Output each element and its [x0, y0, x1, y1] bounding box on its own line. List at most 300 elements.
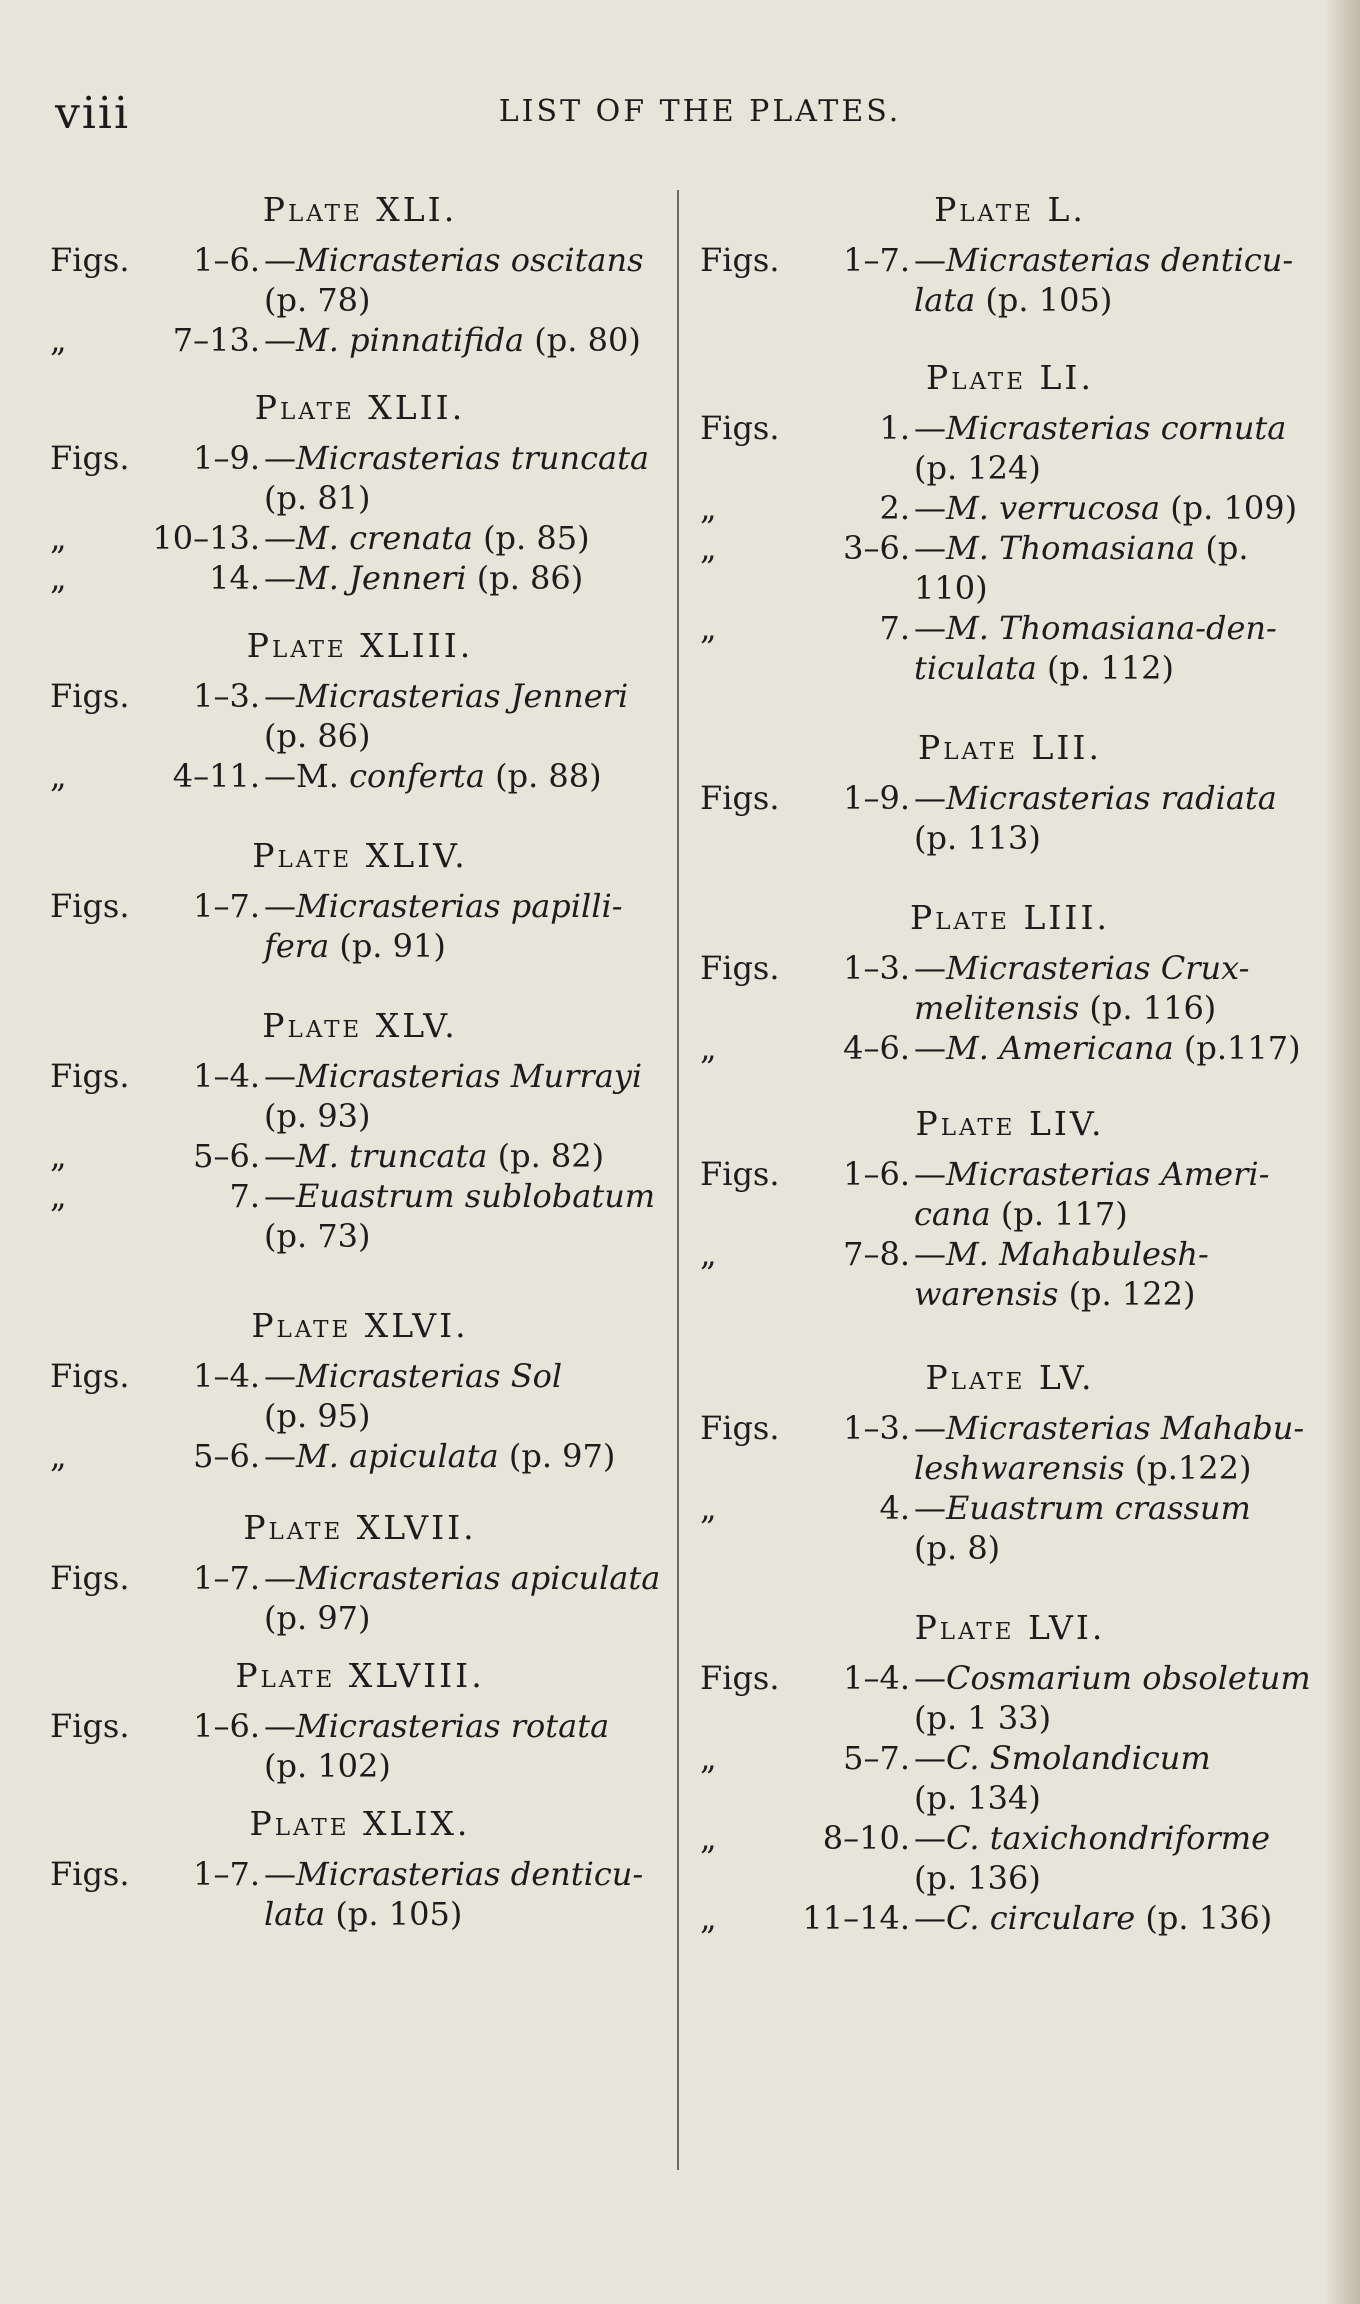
entry-text	[264, 1436, 670, 1476]
figure-entry-line	[50, 1096, 670, 1136]
figure-numbers	[150, 926, 264, 966]
entry-text	[264, 756, 670, 796]
entry-segment: —	[264, 1707, 296, 1745]
species-name: Micrasterias Sol	[296, 1357, 563, 1395]
figs-label: „	[700, 529, 717, 567]
entry-text	[264, 518, 670, 558]
figure-entry-line	[700, 1028, 1320, 1068]
species-name: lata	[264, 1895, 326, 1933]
plate-title: Plate L.	[934, 190, 1086, 229]
entry-segment: —	[914, 1155, 946, 1193]
entry-segment: —	[914, 1899, 946, 1937]
page-edge-shadow	[1324, 0, 1360, 2304]
figure-numbers: 10–13.	[152, 519, 260, 557]
figs-label	[50, 1096, 150, 1136]
species-name: lata	[914, 281, 976, 319]
entry-text	[264, 1558, 670, 1598]
entry-segment: —	[914, 489, 946, 527]
figs-label	[700, 568, 800, 608]
figure-numbers: 1–9.	[843, 779, 910, 817]
figure-entry-line	[700, 818, 1320, 858]
entry-text	[914, 1028, 1320, 1068]
plate-title: Plate LVI.	[914, 1608, 1106, 1647]
entry-segment: (p.122)	[1124, 1449, 1252, 1487]
entry-text	[914, 948, 1320, 988]
column-divider	[677, 190, 679, 2170]
figure-numbers: 7.	[879, 609, 910, 647]
species-name: M. pinnatifida	[296, 321, 525, 359]
figure-entry-line	[50, 320, 670, 360]
page-header	[0, 88, 1360, 148]
entry-text	[264, 280, 670, 320]
species-name: Micrasterias Jenneri	[296, 677, 629, 715]
figure-entry-line	[700, 1154, 1320, 1194]
figure-entry-line	[50, 478, 670, 518]
entry-text	[914, 1408, 1320, 1448]
figure-entry-line	[50, 1706, 670, 1746]
figure-entry-line	[700, 448, 1320, 488]
entry-segment: (p. 136)	[1135, 1899, 1273, 1937]
entry-segment: —	[914, 609, 946, 647]
entry-text	[914, 988, 1320, 1028]
figure-numbers	[150, 280, 264, 320]
figure-entry-line	[50, 926, 670, 966]
figure-numbers	[800, 1448, 914, 1488]
figure-entry-line	[700, 648, 1320, 688]
entry-segment: —	[914, 241, 946, 279]
figure-numbers	[150, 1746, 264, 1786]
entry-segment: (p. 116)	[1079, 989, 1217, 1027]
figure-entry-line	[700, 1898, 1320, 1938]
species-name: Micrasterias Mahabu-	[946, 1409, 1305, 1447]
entry-text	[914, 648, 1320, 688]
species-name: Micrasterias oscitans	[296, 241, 644, 279]
plate-section	[700, 888, 1320, 1068]
species-name: ticulata	[914, 649, 1037, 687]
entry-text	[264, 1854, 670, 1894]
figure-entry-line	[50, 1894, 670, 1934]
figs-label: Figs.	[50, 241, 130, 279]
right-column	[700, 180, 1320, 1938]
figure-numbers	[800, 448, 914, 488]
figure-entry-line	[50, 1056, 670, 1096]
figure-entry-line	[700, 1818, 1320, 1858]
figs-label: „	[50, 1137, 67, 1175]
entry-segment: —	[914, 1819, 946, 1857]
entry-segment: —M.	[264, 757, 350, 795]
figure-numbers	[800, 1858, 914, 1898]
figure-entry-line	[700, 1234, 1320, 1274]
entry-segment: (p. 93)	[264, 1097, 371, 1135]
figs-label: „	[50, 559, 67, 597]
entry-segment: —	[264, 1559, 296, 1597]
entry-text	[914, 1898, 1320, 1938]
entry-text	[914, 240, 1320, 280]
entry-text	[264, 1216, 670, 1256]
entry-text	[264, 1096, 670, 1136]
species-name: C. Smolandicum	[946, 1739, 1211, 1777]
figure-entry-line	[50, 1746, 670, 1786]
plate-section	[50, 996, 670, 1256]
figs-label	[700, 1274, 800, 1314]
figure-entry-line	[50, 518, 670, 558]
figs-label: Figs.	[50, 1057, 130, 1095]
figure-entry-line	[700, 948, 1320, 988]
plate-title: Plate XLV.	[262, 1006, 458, 1045]
plate-section	[700, 348, 1320, 688]
entry-text	[264, 1396, 670, 1436]
entry-segment: (p. 80)	[524, 321, 641, 359]
figs-label: Figs.	[700, 1155, 780, 1193]
species-name: M. verrucosa	[946, 489, 1161, 527]
entry-text	[914, 488, 1320, 528]
plate-title: Plate XLIX.	[249, 1804, 471, 1843]
plate-title: Plate XLII.	[254, 388, 466, 427]
species-name: Euastrum crassum	[946, 1489, 1251, 1527]
species-name: Micrasterias Ameri-	[946, 1155, 1270, 1193]
figs-label	[50, 280, 150, 320]
entry-segment: —	[264, 1137, 296, 1175]
entry-segment: —	[264, 1057, 296, 1095]
species-name: Micrasterias denticu-	[946, 241, 1294, 279]
entry-text	[264, 716, 670, 756]
entry-segment: (p. 105)	[325, 1895, 463, 1933]
figure-numbers: 1–4.	[193, 1057, 260, 1095]
entry-segment: (p. 91)	[329, 927, 446, 965]
figure-numbers: 1–6.	[193, 241, 260, 279]
figs-label: Figs.	[700, 949, 780, 987]
figure-numbers: 5–7.	[843, 1739, 910, 1777]
figure-numbers	[800, 1698, 914, 1738]
entry-segment: (p. 113)	[914, 819, 1041, 857]
figure-entry-line	[700, 1658, 1320, 1698]
entry-text	[264, 926, 670, 966]
figure-numbers: 1–7.	[193, 887, 260, 925]
figure-numbers: 1–4.	[193, 1357, 260, 1395]
figs-label	[50, 926, 150, 966]
figure-numbers: 8–10.	[822, 1819, 910, 1857]
entry-segment: (p. 88)	[484, 757, 602, 795]
figure-entry-line	[700, 240, 1320, 280]
figure-numbers	[150, 1216, 264, 1256]
figure-entry-line	[700, 488, 1320, 528]
figure-numbers: 1–4.	[843, 1659, 910, 1697]
figure-entry-line	[50, 1176, 670, 1216]
plate-section	[50, 616, 670, 796]
figs-label	[700, 1858, 800, 1898]
entry-segment: 110)	[914, 569, 988, 607]
figs-label	[50, 1598, 150, 1638]
entry-text	[914, 1858, 1320, 1898]
entry-segment: (p.	[1195, 529, 1249, 567]
page-number: viii	[55, 88, 131, 139]
species-name: Micrasterias apiculata	[296, 1559, 661, 1597]
figs-label: „	[700, 489, 717, 527]
figure-entry-line	[50, 1436, 670, 1476]
entry-segment: —	[264, 1855, 296, 1893]
figs-label	[700, 1698, 800, 1738]
figs-label: Figs.	[50, 677, 130, 715]
entry-text	[914, 568, 1320, 608]
entry-segment: (p. 105)	[975, 281, 1113, 319]
species-name: C. taxichondriforme	[946, 1819, 1271, 1857]
figure-numbers: 4–6.	[843, 1029, 910, 1067]
figure-numbers: 4.	[879, 1489, 910, 1527]
figs-label	[700, 988, 800, 1028]
entry-text	[264, 558, 670, 598]
entry-text	[914, 408, 1320, 448]
entry-segment: (p. 1 33)	[914, 1699, 1052, 1737]
figure-numbers: 1–6.	[193, 1707, 260, 1745]
entry-segment: (p. 134)	[914, 1779, 1041, 1817]
entry-text	[264, 1598, 670, 1638]
entry-segment: —	[264, 321, 296, 359]
plate-title: Plate XLI.	[262, 190, 458, 229]
entry-segment: (p. 112)	[1036, 649, 1174, 687]
plate-section	[50, 1296, 670, 1476]
entry-segment: —	[914, 949, 946, 987]
plate-section	[50, 378, 670, 598]
figs-label: Figs.	[50, 1357, 130, 1395]
figs-label: Figs.	[50, 1707, 130, 1745]
figs-label: Figs.	[50, 439, 130, 477]
species-name: M. truncata	[296, 1137, 488, 1175]
entry-segment: —	[264, 1357, 296, 1395]
entry-segment: —	[914, 779, 946, 817]
figure-entry-line	[50, 280, 670, 320]
figure-entry-line	[700, 568, 1320, 608]
entry-text	[914, 1488, 1320, 1528]
plate-section	[50, 1794, 670, 1934]
figure-numbers: 1–3.	[843, 1409, 910, 1447]
species-name: Micrasterias rotata	[296, 1707, 610, 1745]
figs-label	[50, 1746, 150, 1786]
species-name: C. circulare	[946, 1899, 1136, 1937]
figs-label: „	[700, 1489, 717, 1527]
entry-segment: (p. 81)	[264, 479, 371, 517]
figs-label	[700, 1448, 800, 1488]
species-name: Cosmarium obsoletum	[946, 1659, 1311, 1697]
figs-label: „	[50, 757, 67, 795]
figs-label: Figs.	[50, 887, 130, 925]
running-title: LIST OF THE PLATES.	[498, 94, 902, 129]
entry-text	[914, 1658, 1320, 1698]
figure-entry-line	[50, 1854, 670, 1894]
figure-numbers: 1–3.	[193, 677, 260, 715]
plate-section	[50, 180, 670, 360]
entry-text	[264, 1056, 670, 1096]
species-name: Micrasterias cornuta	[946, 409, 1287, 447]
figs-label	[50, 1396, 150, 1436]
figure-entry-line	[50, 1356, 670, 1396]
figure-numbers: 5–6.	[193, 1137, 260, 1175]
figs-label: Figs.	[700, 241, 780, 279]
figure-entry-line	[700, 1738, 1320, 1778]
figure-entry-line	[50, 1216, 670, 1256]
plate-title: Plate XLVII.	[243, 1508, 477, 1547]
species-name: M. apiculata	[296, 1437, 499, 1475]
plate-title: Plate XLVI.	[251, 1306, 469, 1345]
figure-numbers	[800, 280, 914, 320]
figure-numbers: 1–7.	[193, 1855, 260, 1893]
species-name: M. crenata	[296, 519, 473, 557]
figure-numbers	[800, 568, 914, 608]
entry-text	[914, 1778, 1320, 1818]
left-column	[50, 180, 670, 1934]
entry-segment: —	[914, 1659, 946, 1697]
figure-numbers	[800, 988, 914, 1028]
entry-segment: —	[264, 1177, 296, 1215]
entry-segment: —	[914, 1489, 946, 1527]
figs-label: Figs.	[700, 409, 780, 447]
figure-numbers: 14.	[209, 559, 260, 597]
figs-label: Figs.	[50, 1855, 130, 1893]
entry-segment: —	[264, 677, 296, 715]
plate-section	[700, 1094, 1320, 1314]
entry-text	[264, 478, 670, 518]
entry-text	[264, 1176, 670, 1216]
entry-text	[264, 438, 670, 478]
entry-text	[264, 320, 670, 360]
species-name: conferta	[349, 757, 485, 795]
species-name: M. Thomasiana	[946, 529, 1196, 567]
figure-entry-line	[50, 1136, 670, 1176]
entry-segment: —	[914, 1409, 946, 1447]
plate-title: Plate XLIV.	[252, 836, 468, 875]
figure-entry-line	[700, 608, 1320, 648]
entry-segment: —	[264, 519, 296, 557]
entry-segment: —	[264, 439, 296, 477]
entry-segment: (p. 86)	[264, 717, 371, 755]
figure-entry-line	[50, 676, 670, 716]
figure-entry-line	[700, 528, 1320, 568]
species-name: M. Thomasiana-den-	[946, 609, 1277, 647]
figs-label	[700, 1528, 800, 1568]
entry-text	[914, 1818, 1320, 1858]
entry-text	[914, 448, 1320, 488]
plate-title: Plate XLVIII.	[235, 1656, 485, 1695]
figure-entry-line	[700, 408, 1320, 448]
figure-entry-line	[50, 1396, 670, 1436]
species-name: Euastrum sublobatum	[296, 1177, 656, 1215]
figure-entry-line	[700, 1858, 1320, 1898]
entry-segment: (p. 117)	[990, 1195, 1128, 1233]
figure-entry-line	[700, 1488, 1320, 1528]
entry-segment: (p.117)	[1173, 1029, 1301, 1067]
figs-label	[50, 478, 150, 518]
figure-entry-line	[700, 1698, 1320, 1738]
figs-label: „	[700, 609, 717, 647]
entry-segment: (p. 97)	[498, 1437, 616, 1475]
figure-numbers	[800, 818, 914, 858]
entry-segment: (p. 122)	[1058, 1275, 1196, 1313]
figure-numbers: 3–6.	[843, 529, 910, 567]
figs-label: „	[700, 1899, 717, 1937]
plate-section	[700, 1348, 1320, 1568]
entry-segment: (p. 86)	[466, 559, 584, 597]
entry-text	[914, 280, 1320, 320]
figs-label: „	[50, 1437, 67, 1475]
figure-numbers	[800, 1528, 914, 1568]
entry-segment: (p. 78)	[264, 281, 371, 319]
figs-label	[700, 818, 800, 858]
species-name: M. Jenneri	[296, 559, 467, 597]
figure-numbers	[800, 1778, 914, 1818]
entry-text	[264, 1136, 670, 1176]
figure-numbers: 7–13.	[172, 321, 260, 359]
entry-text	[264, 1356, 670, 1396]
entry-text	[914, 1234, 1320, 1274]
entry-segment: (p. 82)	[487, 1137, 605, 1175]
figure-entry-line	[50, 716, 670, 756]
entry-segment: (p. 73)	[264, 1217, 371, 1255]
entry-segment: —	[264, 559, 296, 597]
figure-entry-line	[50, 886, 670, 926]
figs-label	[50, 1216, 150, 1256]
figs-label: „	[700, 1029, 717, 1067]
entry-text	[914, 1274, 1320, 1314]
figure-numbers: 1–9.	[193, 439, 260, 477]
figure-numbers: 4–11.	[172, 757, 260, 795]
figs-label	[700, 1194, 800, 1234]
entry-segment: (p. 136)	[914, 1859, 1041, 1897]
figure-numbers: 1–6.	[843, 1155, 910, 1193]
figs-label: Figs.	[700, 1409, 780, 1447]
figure-numbers	[800, 648, 914, 688]
entry-segment: —	[264, 1437, 296, 1475]
figure-entry-line	[700, 1528, 1320, 1568]
entry-segment: (p. 95)	[264, 1397, 371, 1435]
plate-section	[50, 1646, 670, 1786]
figs-label: Figs.	[700, 779, 780, 817]
figure-entry-line	[700, 1778, 1320, 1818]
figure-entry-line	[700, 1274, 1320, 1314]
figs-label	[700, 280, 800, 320]
entry-segment: —	[264, 241, 296, 279]
entry-text	[914, 608, 1320, 648]
species-name: M. Mahabulesh-	[946, 1235, 1209, 1273]
entry-segment: (p. 85)	[472, 519, 590, 557]
entry-text	[914, 1448, 1320, 1488]
figs-label	[700, 448, 800, 488]
figure-entry-line	[700, 1408, 1320, 1448]
figure-entry-line	[50, 756, 670, 796]
figs-label: „	[700, 1739, 717, 1777]
species-name: Micrasterias truncata	[296, 439, 650, 477]
plate-section	[700, 1598, 1320, 1938]
species-name: warensis	[914, 1275, 1059, 1313]
plate-section	[700, 718, 1320, 858]
species-name: Micrasterias Crux-	[946, 949, 1250, 987]
figs-label: „	[50, 1177, 67, 1215]
figure-numbers	[150, 1598, 264, 1638]
entry-segment: —	[914, 529, 946, 567]
figs-label: „	[50, 321, 67, 359]
figs-label: „	[700, 1235, 717, 1273]
figure-entry-line	[700, 280, 1320, 320]
species-name: Micrasterias Murrayi	[296, 1057, 643, 1095]
figure-numbers: 1–3.	[843, 949, 910, 987]
species-name: M. Americana	[946, 1029, 1174, 1067]
plate-section	[50, 826, 670, 966]
plate-title: Plate LV.	[925, 1358, 1095, 1397]
entry-text	[914, 818, 1320, 858]
plate-title: Plate LIV.	[915, 1104, 1105, 1143]
entry-segment: —	[914, 1029, 946, 1067]
figs-label	[700, 1778, 800, 1818]
plate-title: Plate LI.	[926, 358, 1094, 397]
entry-segment: —	[264, 887, 296, 925]
